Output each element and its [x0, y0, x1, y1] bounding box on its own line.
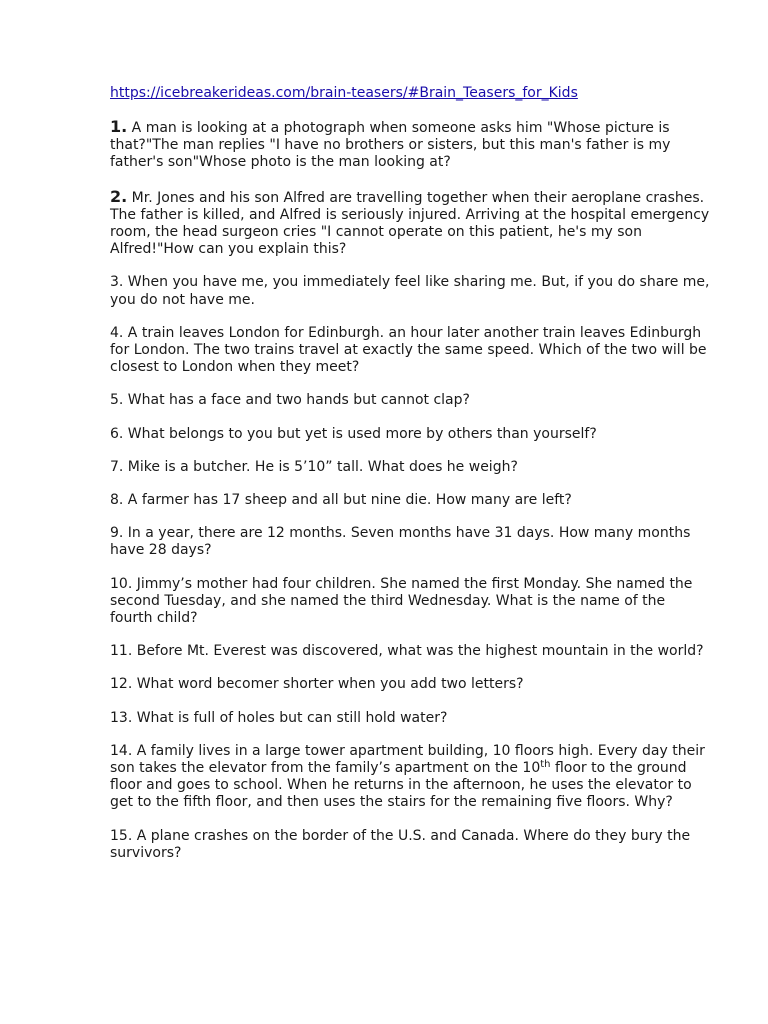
source-link[interactable]: https://icebreakerideas.com/brain-teasers/#Brain_Teasers_for_Kids: [110, 85, 578, 101]
question-14: [110, 743, 710, 812]
question-text-before: 14. A family lives in a large tower apartment building, 10 floors high. Every day their son takes the elevator from the family’s apartment on the 10: [110, 742, 705, 777]
question-15: 15. A plane crashes on the border of the U.S. and Canada. Where do they bury the survivors?: [110, 827, 691, 861]
question-10: 10. Jimmy’s mother had four children. She named the first Monday. She named the second Tuesday, and she named the third Wednesday. What is the name of the fourth child?: [110, 575, 693, 627]
question-12: 12. What word becomer shorter when you add two letters?: [110, 676, 524, 693]
question-6: 6. What belongs to you but yet is used more by others than yourself?: [110, 425, 597, 442]
document-body: [110, 84, 710, 878]
question-5: 5. What has a face and two hands but cannot clap?: [110, 392, 470, 409]
question-13: 13. What is full of holes but can still hold water?: [110, 709, 448, 726]
question-1: [110, 118, 710, 172]
question-number: 2.: [110, 186, 128, 206]
question-number: 1.: [110, 117, 128, 136]
question-9: 9. In a year, there are 12 months. Seven months have 31 days. How many months have 28 days?: [110, 525, 691, 559]
ordinal-superscript: th: [540, 759, 551, 771]
question-2: [110, 188, 710, 259]
question-4: 4. A train leaves London for Edinburgh. an hour later another train leaves Edinburgh for London. The two trains travel at exactly the same speed. Which of the two will be closest to London when they meet?: [110, 324, 707, 376]
question-text-after: floor to the ground floor and goes to school. When he returns in the afternoon, he uses the elevator to get to the fifth floor, and then uses the stairs for the remaining five floors. Why?: [110, 760, 692, 811]
question-11: 11. Before Mt. Everest was discovered, what was the highest mountain in the world?: [110, 643, 704, 660]
question-7: 7. Mike is a butcher. He is 5’10” tall. What does he weigh?: [110, 458, 518, 475]
question-8: 8. A farmer has 17 sheep and all but nine die. How many are left?: [110, 492, 572, 509]
question-text: A man is looking at a photograph when someone asks him "Whose picture is that?"The man replies "I have no brothers or sisters, but this man's father is my father's son"Whose photo is the man looking at?: [110, 120, 671, 171]
question-3: 3. When you have me, you immediately feel like sharing me. But, if you do share me, you do not have me.: [110, 274, 710, 308]
question-text: Mr. Jones and his son Alfred are travelling together when their aeroplane crashes. The father is killed, and Alfred is seriously injured. Arriving at the hospital emergency room, the head surgeon cries "I cannot operate on this patient, he's my son Alfred!"How can you explain this?: [110, 189, 710, 258]
